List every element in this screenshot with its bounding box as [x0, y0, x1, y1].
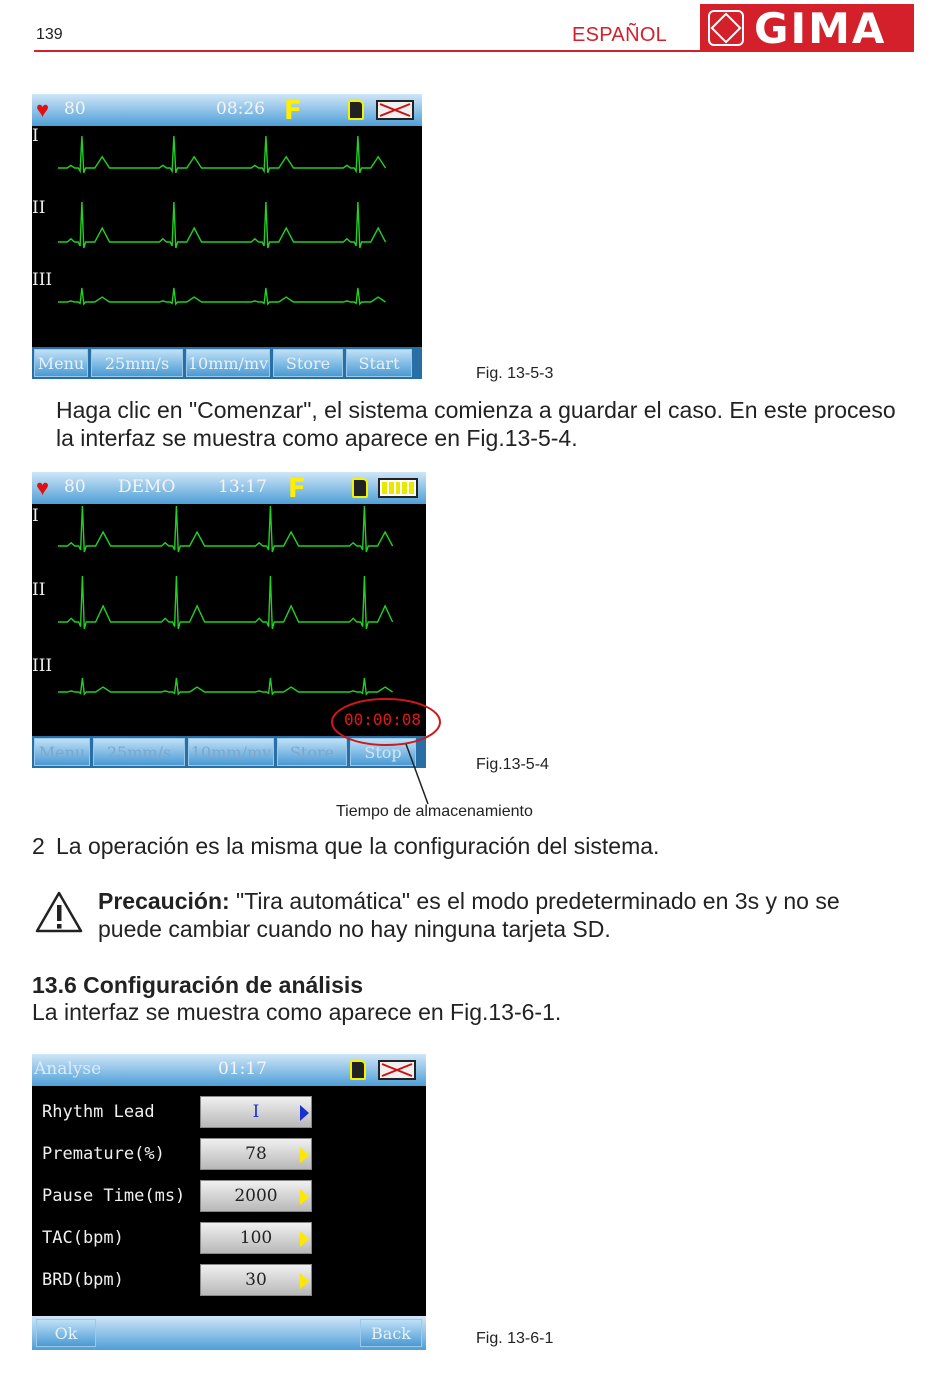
- no-battery-icon: [376, 100, 414, 120]
- heart-icon: ♥: [36, 97, 50, 122]
- lead-label-i: I: [32, 126, 39, 146]
- clock: 08:26: [216, 99, 265, 119]
- section-title: 13.6 Configuración de análisis: [32, 972, 364, 998]
- no-battery-icon: [378, 1060, 416, 1080]
- arrow-right-icon: [300, 1147, 309, 1163]
- tac-select[interactable]: [200, 1222, 312, 1254]
- storage-timer: 00:00:08: [344, 710, 422, 729]
- brd-select[interactable]: [200, 1264, 312, 1296]
- speed-button[interactable]: 25mm/s: [93, 738, 185, 766]
- filter-mark: F: [288, 474, 306, 504]
- pause-time-label: Pause Time(ms): [42, 1186, 186, 1206]
- bottom-menu-bar: [32, 347, 422, 379]
- back-button[interactable]: Back: [360, 1319, 422, 1347]
- gain-button[interactable]: 10mm/mv: [186, 349, 270, 377]
- premature-label: Premature(%): [42, 1144, 165, 1164]
- lead-label-ii: II: [32, 580, 46, 600]
- paragraph-1: Haga clic en "Comenzar", el sistema comienza a guardar el caso. En este proceso la interfaz se muestra como aparece en Fig.13-5-4.: [56, 397, 896, 451]
- pause-time-select[interactable]: [200, 1180, 312, 1212]
- clock: 13:17: [218, 477, 267, 497]
- caution-label: Precaución:: [98, 888, 230, 914]
- lead-label-iii: III: [32, 656, 53, 676]
- stop-button[interactable]: Stop: [350, 738, 416, 766]
- page-number: 139: [36, 26, 63, 43]
- status-bar: [32, 472, 426, 504]
- arrow-right-icon: [300, 1273, 309, 1289]
- tac-label: TAC(bpm): [42, 1228, 124, 1248]
- status-bar: [32, 94, 422, 126]
- section-text: La interfaz se muestra como aparece en Fig.13-6-1.: [32, 999, 562, 1025]
- start-button[interactable]: Start: [346, 349, 412, 377]
- annotation-label: Tiempo de almacenamiento: [336, 803, 533, 820]
- rhythm-lead-value: I: [252, 1102, 260, 1122]
- brd-label: BRD(bpm): [42, 1270, 124, 1290]
- step-number: 2: [32, 833, 45, 859]
- heart-icon: ♥: [36, 475, 50, 500]
- language-label: ESPAÑOL: [572, 24, 668, 46]
- lead-label-i: I: [32, 506, 39, 526]
- menu-button[interactable]: Menu: [34, 349, 88, 377]
- tac-value: 100: [239, 1228, 273, 1248]
- ecg-screen-fig1: [32, 94, 422, 379]
- bottom-bar: [32, 1316, 426, 1350]
- menu-button[interactable]: Menu: [34, 738, 90, 766]
- arrow-right-icon: [300, 1231, 309, 1247]
- brand-name: GIMA: [754, 3, 887, 53]
- mode-label: DEMO: [118, 477, 176, 497]
- heart-rate: 80: [64, 99, 86, 119]
- analyse-screen: [32, 1054, 426, 1350]
- rhythm-lead-label: Rhythm Lead: [42, 1102, 155, 1122]
- annotation-callout: [330, 696, 450, 808]
- logo-emblem-icon: [708, 10, 744, 46]
- caution-block: [98, 887, 888, 943]
- store-button[interactable]: Store: [273, 349, 343, 377]
- speed-button[interactable]: 25mm/s: [91, 349, 183, 377]
- brand-logo: [700, 4, 914, 52]
- ok-button[interactable]: Ok: [36, 1319, 96, 1347]
- lead-label-ii: II: [32, 198, 46, 218]
- status-bar: [32, 1054, 426, 1086]
- sd-card-icon: [350, 1060, 366, 1080]
- sd-card-icon: [348, 100, 364, 120]
- warning-icon: [34, 890, 84, 934]
- ecg-waveforms: [32, 126, 422, 346]
- premature-value: 78: [245, 1144, 267, 1164]
- pause-time-value: 2000: [234, 1186, 278, 1206]
- step-text: La operación es la misma que la configuración del sistema.: [56, 833, 660, 859]
- battery-full-icon: [378, 478, 418, 498]
- screen-title: Analyse: [34, 1059, 102, 1079]
- rhythm-lead-select[interactable]: [200, 1096, 312, 1128]
- lead-label-iii: III: [32, 270, 53, 290]
- figure-caption-1: Fig. 13-5-3: [476, 365, 554, 382]
- gain-button[interactable]: 10mm/mv: [188, 738, 274, 766]
- heart-rate: 80: [64, 477, 86, 497]
- premature-select[interactable]: [200, 1138, 312, 1170]
- sd-card-icon: [352, 478, 368, 498]
- arrow-right-icon: [300, 1105, 309, 1121]
- figure-caption-3: Fig. 13-6-1: [476, 1330, 554, 1347]
- store-button[interactable]: Store: [277, 738, 347, 766]
- figure-caption-2: Fig.13-5-4: [476, 756, 549, 773]
- caution-text: "Tira automática" es el modo predeterminado en 3s y no se puede cambiar cuando no hay ninguna tarjeta SD.: [98, 888, 840, 942]
- clock: 01:17: [218, 1059, 267, 1079]
- brd-value: 30: [245, 1270, 267, 1290]
- filter-mark: F: [284, 96, 302, 126]
- arrow-right-icon: [300, 1189, 309, 1205]
